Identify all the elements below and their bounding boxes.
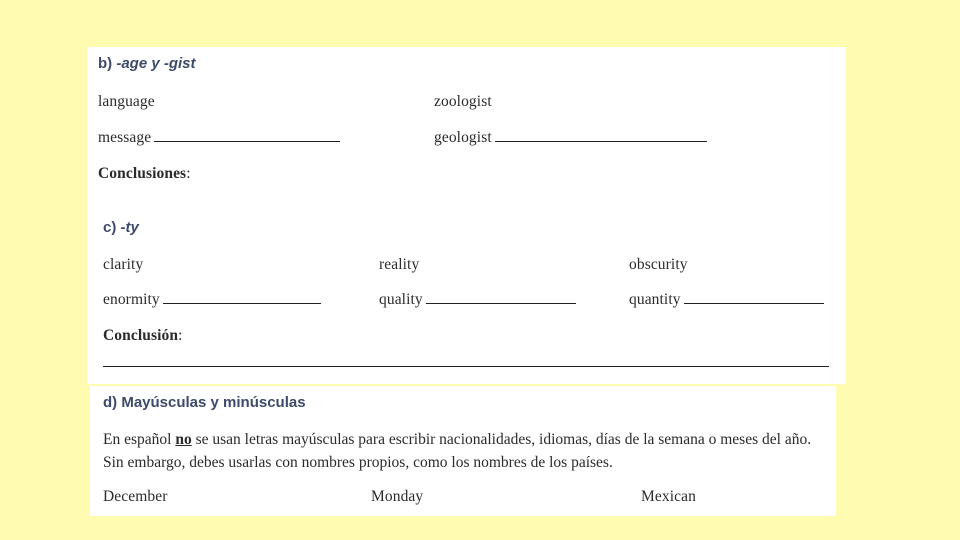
word-quality: quality [379,291,576,309]
word-geologist: geologist [434,129,707,147]
section-d-paragraph: En español no se usan letras mayúsculas para escribir nacionalidades, idiomas, días de la semana o meses del año. Sin embargo, debes usarlas con nombres propios, como los nombres de los países. [103,431,812,471]
word-message: message [98,129,340,147]
conclusion-label: Conclusión: [103,327,183,344]
section-c-card [87,210,846,384]
answer-line-quality[interactable] [426,291,576,304]
answer-line-geologist[interactable] [495,129,707,142]
conclusiones-label: Conclusiones: [98,165,191,182]
word-quantity: quantity [629,291,824,309]
word-clarity: clarity [103,256,144,273]
section-b-heading: b) -age y -gist [98,55,196,72]
word-zoologist: zoologist [434,93,492,110]
section-d-heading: d) Mayúsculas y minúsculas [103,394,306,411]
answer-line-enormity[interactable] [163,291,321,304]
answer-line-message[interactable] [154,129,340,142]
conclusion-answer-line[interactable] [103,366,829,367]
word-obscurity: obscurity [629,256,688,273]
section-b-card [87,47,846,217]
section-c-heading: c) -ty [103,219,139,236]
word-enormity: enormity [103,291,321,309]
word-monday: Monday [371,488,424,505]
word-mexican: Mexican [641,488,696,505]
answer-line-quantity[interactable] [684,291,824,304]
section-d-card [90,386,836,516]
word-language: language [98,93,155,110]
word-reality: reality [379,256,420,273]
word-december: December [103,488,168,505]
